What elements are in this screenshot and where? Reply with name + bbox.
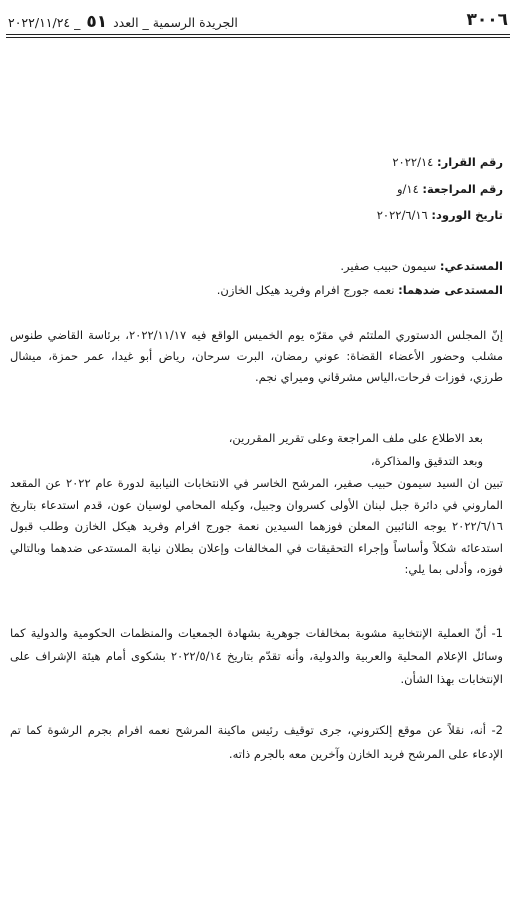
point-2-paragraph: 2- أنه، نقلاً عن موقع إلكتروني، جرى توقيف رئيس ماكينة المرشح نعمه افرام بجرم الرشوة كما تم الإدعاء على المرشح فريد الخازن وآخرين معه بالجرم ذاته. [10,723,503,761]
defendants-label: المستدعى ضدهما: [398,283,503,297]
decision-value: ٢٠٢٢/١٤ [392,155,434,169]
plaintiff-label: المستدعي: [439,259,503,273]
point-1-paragraph: 1- أنّ العملية الإنتخابية مشوبة بمخالفات جوهرية بشهادة الجمعيات والمنظمات الحكومية والدولية كما وسائل الإعلام المحلية والعربية والدولية، وأنه تقدّم بتاريخ ٢٠٢٢/٥/١٤ بشكوى أمام هيئة الإشراف على الإنتخابات بهذا الشأن. [10,626,503,686]
intro-paragraph: إنّ المجلس الدستوري الملتئم في مقرّه يوم الخميس الواقع فيه ٢٠٢٢/١١/١٧، برئاسة القاضي طنوس مشلب وحضور الأعضاء القضاة: عوني رمضان، البرت سرحان، رياض أبو غيدا، عمر حمزة، ميشال طرزي، فوزات فرحات،الياس مشرقاني وميراي نجم. [10,328,504,384]
arrival-date [377,207,503,223]
plaintiff [340,258,503,274]
decision-label: رقم القرار: [436,155,503,169]
review-number [397,181,503,197]
defendants [217,282,503,298]
gazette-title [8,12,238,32]
arrival-label: تاريخ الورود: [431,208,503,222]
header-rule-secondary [6,37,510,38]
review-label: رقم المراجعة: [422,182,503,196]
header-rule [6,34,510,35]
page-header [8,10,508,34]
decision-number [392,154,503,170]
review-value: ١٤/و [396,182,419,196]
issue-number: ٥١ [86,12,108,32]
issue-date: ٢٠٢٢/١١/٢٤ [8,15,71,30]
facts-paragraph: تبين ان السيد سيمون حبيب صفير، المرشح الخاسر في الانتخابات النيابية لدورة عام ٢٠٢٢ عن المقعد الماروني في دائرة جبل لبنان الأولى كسروان وجبيل، وكيله المحامي لوسيان عون، قدم استدعاء بتاريخ ٢٠٢٢/٦/١٦ يوجه النائبين المعلن فوزهما السيدين نعمة جورج افرام وفريد هيكل الخازن وطلب قبول استدعائه شكلاً وأساساً وإجراء التحقيقات في المخالفات وإعلان بطلان نيابة المستدعى ضدهما وبالتالي فوزه، وأدلى بما يلي: [10,476,503,576]
header-dash: _ [74,15,81,30]
deliberation-statement: وبعد التدقيق والمذاكرة، [370,454,483,468]
defendants-names: نعمه جورج افرام وفريد هيكل الخازن. [216,283,395,297]
plaintiff-name: سيمون حبيب صفير. [340,259,437,273]
page-number: ٣٠٠٦ [466,10,508,30]
gazette-name: الجريدة الرسمية _ العدد [113,15,238,30]
review-statement: بعد الاطلاع على ملف المراجعة وعلى تقرير المقررين، [228,431,483,445]
arrival-value: ٢٠٢٢/٦/١٦ [376,208,428,222]
